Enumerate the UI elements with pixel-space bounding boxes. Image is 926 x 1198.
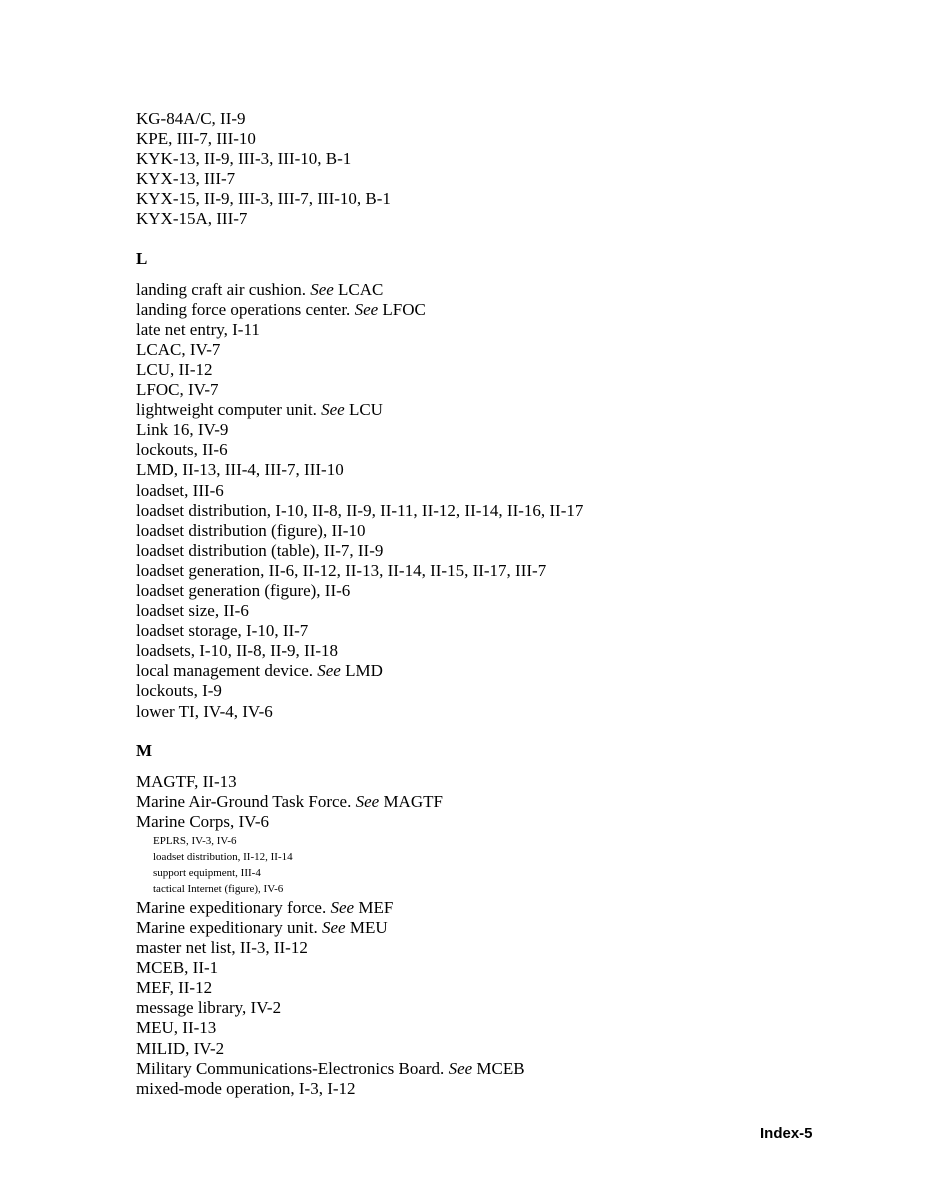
- entry-term: loadset storage, I-10, II-7: [136, 621, 309, 641]
- index-entry: [136, 681, 836, 701]
- index-entry: [136, 300, 836, 320]
- index-entry: [136, 581, 836, 601]
- entry-term: mixed-mode operation, I-3, I-12: [136, 1078, 356, 1098]
- index-section: [136, 109, 836, 230]
- entry-term: loadset, III-6: [136, 480, 224, 500]
- index-entry: [136, 621, 836, 641]
- entry-term: lockouts, I-9: [136, 681, 222, 701]
- index-entry: [136, 420, 836, 440]
- index-entry: [136, 280, 836, 300]
- index-entry: [136, 340, 836, 360]
- entry-term: Link 16, IV-9: [136, 420, 229, 440]
- see-reference-target: LMD: [340, 661, 383, 681]
- entry-term: loadsets, I-10, II-8, II-9, II-18: [136, 641, 339, 661]
- see-reference-marker: See: [354, 299, 379, 319]
- entry-term: LMD, II-13, III-4, III-7, III-10: [136, 460, 344, 480]
- see-reference-marker: See: [330, 897, 355, 917]
- entry-term: landing force operations center.: [136, 299, 355, 319]
- entry-term: master net list, II-3, II-12: [136, 938, 308, 958]
- entry-term: MCEB, II-1: [136, 958, 219, 978]
- entry-term: local management device.: [136, 661, 318, 681]
- entry-term: Marine Corps, IV-6: [136, 811, 269, 831]
- see-reference-marker: See: [310, 279, 334, 299]
- index-entry: [136, 1079, 836, 1099]
- entry-term: loadset distribution, I-10, II-8, II-9, II-11, II-12, II-14, II-16, II-17: [136, 500, 584, 520]
- index-entry: [136, 440, 836, 460]
- index-entry-list: [136, 772, 836, 1099]
- index-entry: [136, 360, 836, 380]
- entry-term: loadset distribution (figure), II-10: [136, 520, 366, 540]
- index-entry: [136, 521, 836, 541]
- index-entry: [136, 641, 836, 661]
- index-sub-entry: EPLRS, IV-3, IV-6: [153, 834, 237, 847]
- entry-term: landing craft air cushion.: [136, 279, 311, 299]
- index-entry: [136, 601, 836, 621]
- entry-term: Marine Air-Ground Task Force.: [136, 791, 356, 811]
- index-entry: [136, 481, 836, 501]
- index-entry: [136, 812, 836, 832]
- index-entry: [136, 209, 836, 229]
- index-entry-list: [136, 280, 836, 722]
- section-gap: [136, 230, 836, 249]
- entry-term: Marine expeditionary force.: [136, 897, 331, 917]
- index-entry: [136, 898, 836, 918]
- index-entry: [136, 958, 836, 978]
- index-entry: [136, 501, 836, 521]
- see-reference-target: LCAC: [333, 279, 384, 299]
- index-section: [136, 249, 836, 722]
- index-entry: [136, 561, 836, 581]
- see-reference-marker: See: [321, 400, 345, 420]
- index-entry: [136, 938, 836, 958]
- section-gap: [136, 722, 836, 741]
- entry-term: MILID, IV-2: [136, 1038, 225, 1058]
- see-reference-target: MEU: [345, 918, 388, 937]
- index-entry: [136, 109, 836, 129]
- entry-term: Marine expeditionary unit.: [136, 918, 323, 937]
- entry-term: lower TI, IV-4, IV-6: [136, 701, 273, 721]
- index-entry: [136, 772, 836, 792]
- entry-term: MEF, II-12: [136, 978, 213, 998]
- index-entry: [136, 380, 836, 400]
- index-entry: [136, 1018, 836, 1038]
- section-letter-heading: L: [136, 248, 148, 268]
- index-entry: [136, 1059, 836, 1079]
- entry-term: loadset distribution (table), II-7, II-9: [136, 540, 384, 560]
- see-reference-marker: See: [322, 918, 346, 937]
- entry-term: LCAC, IV-7: [136, 339, 221, 359]
- index-entry: [136, 1039, 836, 1059]
- index-sub-entry: support equipment, III-4: [153, 866, 261, 879]
- entry-term: loadset generation (figure), II-6: [136, 580, 351, 600]
- entry-term: MEU, II-13: [136, 1018, 217, 1038]
- see-reference-target: MEF: [354, 897, 394, 917]
- see-reference-marker: See: [448, 1058, 473, 1078]
- index-entry: [136, 320, 836, 340]
- index-sub-entry: tactical Internet (figure), IV-6: [153, 882, 284, 895]
- see-reference-target: MCEB: [472, 1058, 525, 1078]
- entry-term: lockouts, II-6: [136, 440, 228, 460]
- entry-term: lightweight computer unit.: [136, 400, 322, 420]
- sub-entry-list: [136, 833, 836, 897]
- index-entry-list: [136, 109, 836, 230]
- entry-term: KG-84A/C, II-9: [136, 109, 246, 128]
- index-entry: [136, 661, 836, 681]
- index-entry: [136, 149, 836, 169]
- see-reference-marker: See: [317, 661, 341, 681]
- index-entry: [136, 189, 836, 209]
- entry-term: loadset size, II-6: [136, 601, 249, 621]
- see-reference-target: LFOC: [378, 299, 426, 319]
- entry-term: KYX-13, III-7: [136, 169, 236, 189]
- see-reference-target: MAGTF: [379, 791, 443, 811]
- index-entry: [136, 129, 836, 149]
- index-entry: [136, 918, 836, 938]
- entry-term: KYX-15, II-9, III-3, III-7, III-10, B-1: [136, 189, 391, 209]
- see-reference-target: LCU: [344, 400, 383, 420]
- index-entry: [136, 978, 836, 998]
- entry-term: late net entry, I-11: [136, 319, 260, 339]
- index-entry: [136, 998, 836, 1018]
- entry-term: LFOC, IV-7: [136, 380, 219, 400]
- index-section: [136, 741, 836, 1099]
- see-reference-marker: See: [355, 791, 380, 811]
- entry-term: KYK-13, II-9, III-3, III-10, B-1: [136, 149, 352, 169]
- entry-term: KPE, III-7, III-10: [136, 129, 256, 149]
- entry-term: message library, IV-2: [136, 998, 282, 1018]
- page-number: Index-5: [760, 1125, 813, 1142]
- entry-term: KYX-15A, III-7: [136, 209, 248, 229]
- section-letter-heading: M: [136, 740, 153, 760]
- index-entry: [136, 702, 836, 722]
- index-page: [136, 109, 836, 1099]
- entry-term: LCU, II-12: [136, 359, 213, 379]
- entry-term: Military Communications-Electronics Board.: [136, 1058, 449, 1078]
- index-entry: [136, 792, 836, 812]
- index-sub-entry: loadset distribution, II-12, II-14: [153, 850, 293, 863]
- index-entry: [136, 169, 836, 189]
- index-entry: [136, 460, 836, 480]
- entry-term: loadset generation, II-6, II-12, II-13, II-14, II-15, II-17, III-7: [136, 560, 547, 580]
- entry-term: MAGTF, II-13: [136, 771, 237, 791]
- index-entry: [136, 541, 836, 561]
- index-entry: [136, 400, 836, 420]
